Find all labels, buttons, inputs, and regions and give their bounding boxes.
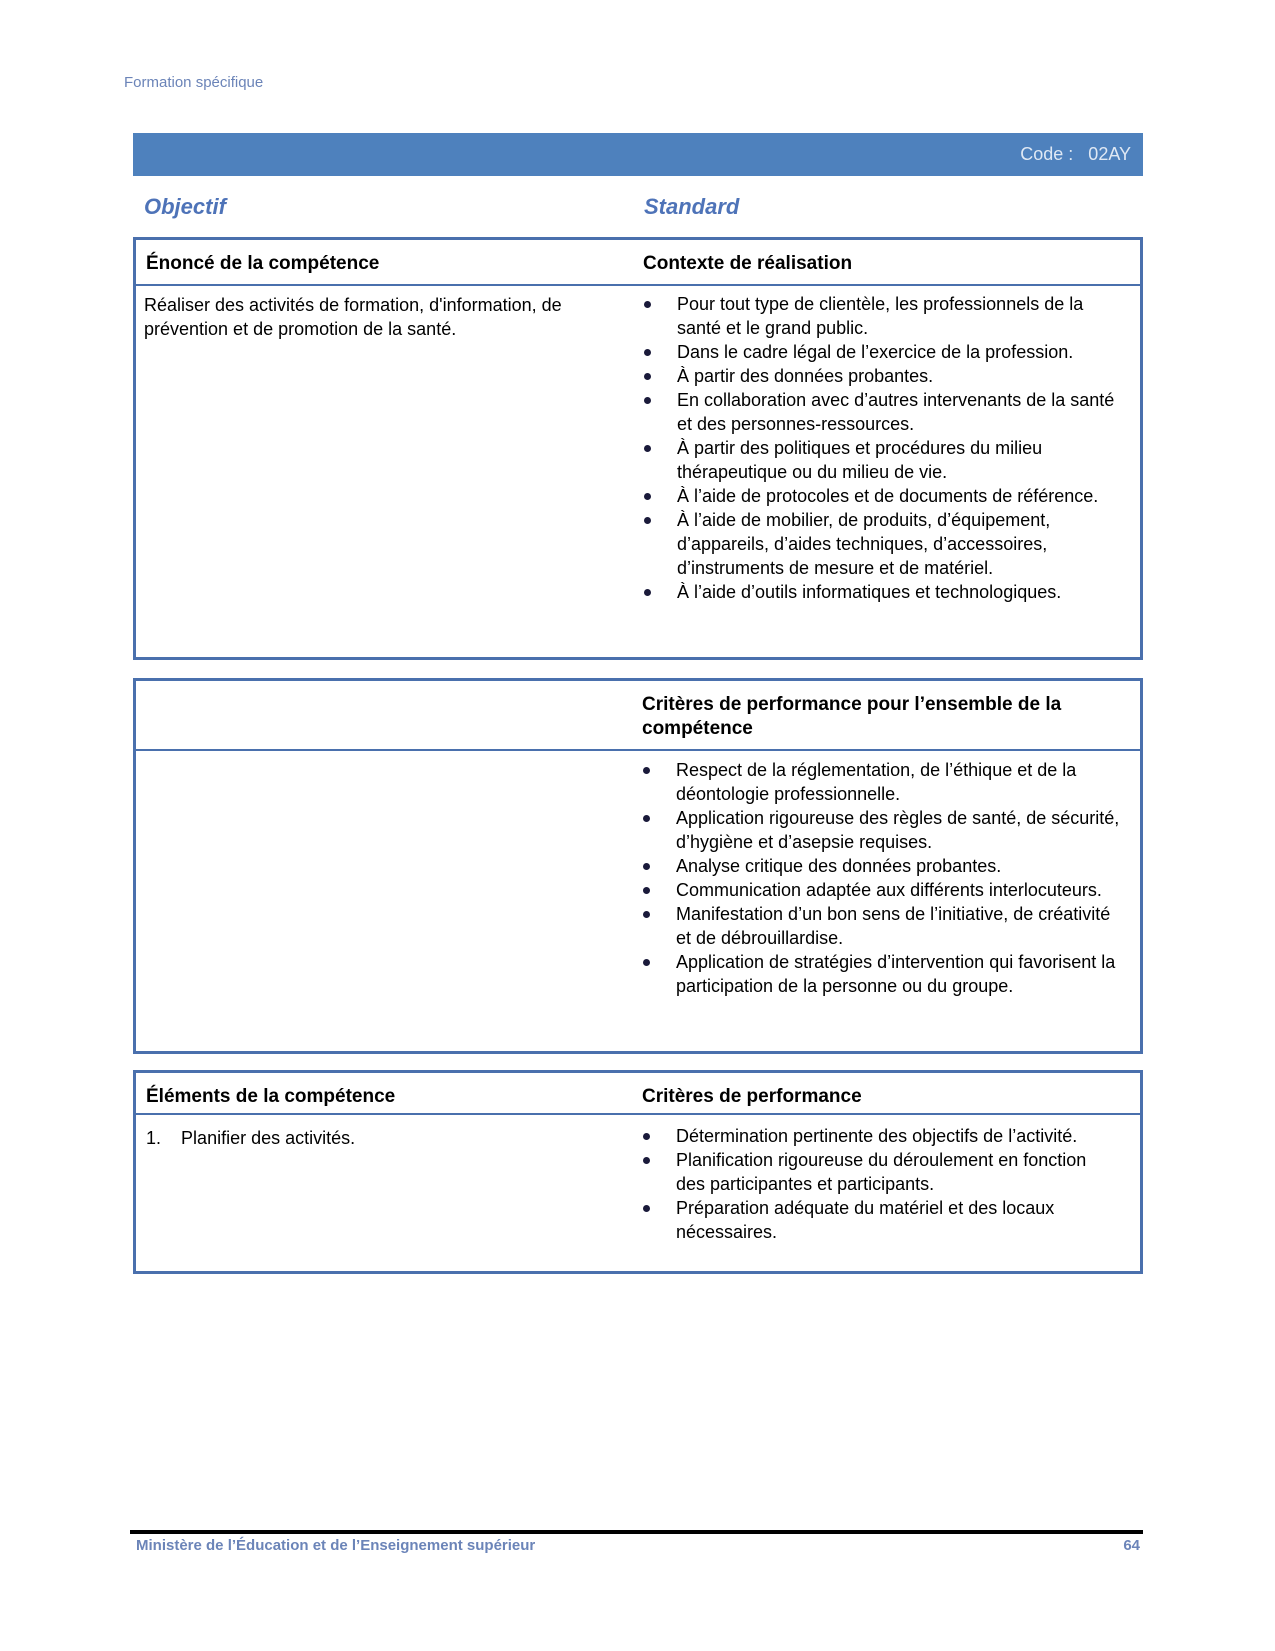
element-label: Planifier des activités. bbox=[181, 1128, 356, 1148]
code-label: Code : 02AY bbox=[1020, 144, 1131, 164]
context-list bbox=[641, 292, 1121, 604]
context-heading: Contexte de réalisation bbox=[643, 253, 853, 274]
running-header: Formation spécifique bbox=[124, 74, 264, 91]
list-item: Préparation adéquate du matériel et des locaux nécessaires. bbox=[640, 1196, 1120, 1244]
list-item: À partir des politiques et procédures du milieu thérapeutique ou du milieu de vie. bbox=[641, 436, 1121, 484]
competence-statement-table bbox=[133, 237, 1143, 660]
performance-criteria-heading: Critères de performance bbox=[642, 1086, 862, 1107]
competence-statement-heading: Énoncé de la compétence bbox=[146, 253, 380, 274]
table-header-row bbox=[136, 681, 1140, 751]
list-item: Détermination pertinente des objectifs de l’activité. bbox=[640, 1124, 1120, 1148]
competence-statement-text: Réaliser des activités de formation, d'information, de prévention et de promotion de la santé. bbox=[144, 295, 562, 339]
table-header-row bbox=[136, 1073, 1140, 1115]
list-item: Communication adaptée aux différents interlocuteurs. bbox=[640, 878, 1120, 902]
overall-criteria-table bbox=[133, 678, 1143, 1054]
list-item: À l’aide de mobilier, de produits, d’équipement, d’appareils, d’aides techniques, d’accessoires, d’instruments de mesure et de matériel. bbox=[641, 508, 1121, 580]
list-item: Analyse critique des données probantes. bbox=[640, 854, 1120, 878]
list-item: À partir des données probantes. bbox=[641, 364, 1121, 388]
table-header-row bbox=[136, 240, 1140, 286]
objectif-title: Objectif bbox=[144, 194, 226, 219]
list-item: Application rigoureuse des règles de santé, de sécurité, d’hygiène et d’asepsie requises. bbox=[640, 806, 1120, 854]
overall-criteria-heading: Critères de performance pour l’ensemble de la compétence bbox=[642, 694, 1062, 739]
list-item: À l’aide de protocoles et de documents de référence. bbox=[641, 484, 1121, 508]
element-number: 1. bbox=[146, 1128, 162, 1148]
competence-element bbox=[146, 1126, 355, 1150]
list-item: Pour tout type de clientèle, les professionnels de la santé et le grand public. bbox=[641, 292, 1121, 340]
elements-criteria-table bbox=[133, 1070, 1143, 1274]
list-item: Dans le cadre légal de l’exercice de la profession. bbox=[641, 340, 1121, 364]
performance-criteria-list bbox=[640, 1124, 1120, 1244]
code-bar bbox=[133, 133, 1143, 176]
elements-heading: Éléments de la compétence bbox=[146, 1086, 396, 1107]
footer-rule bbox=[130, 1530, 1143, 1534]
overall-criteria-list bbox=[640, 758, 1120, 998]
list-item: Application de stratégies d’intervention qui favorisent la participation de la personne ou du groupe. bbox=[640, 950, 1120, 998]
list-item: En collaboration avec d’autres intervenants de la santé et des personnes-ressources. bbox=[641, 388, 1121, 436]
standard-title: Standard bbox=[644, 194, 740, 219]
list-item: Manifestation d’un bon sens de l’initiative, de créativité et de débrouillardise. bbox=[640, 902, 1120, 950]
list-item: À l’aide d’outils informatiques et technologiques. bbox=[641, 580, 1121, 604]
list-item: Planification rigoureuse du déroulement en fonction des participantes et participants. bbox=[640, 1148, 1120, 1196]
footer-ministry: Ministère de l’Éducation et de l’Enseignement supérieur bbox=[136, 1537, 536, 1554]
list-item: Respect de la réglementation, de l’éthique et de la déontologie professionnelle. bbox=[640, 758, 1120, 806]
page-number: 64 bbox=[1123, 1537, 1140, 1554]
